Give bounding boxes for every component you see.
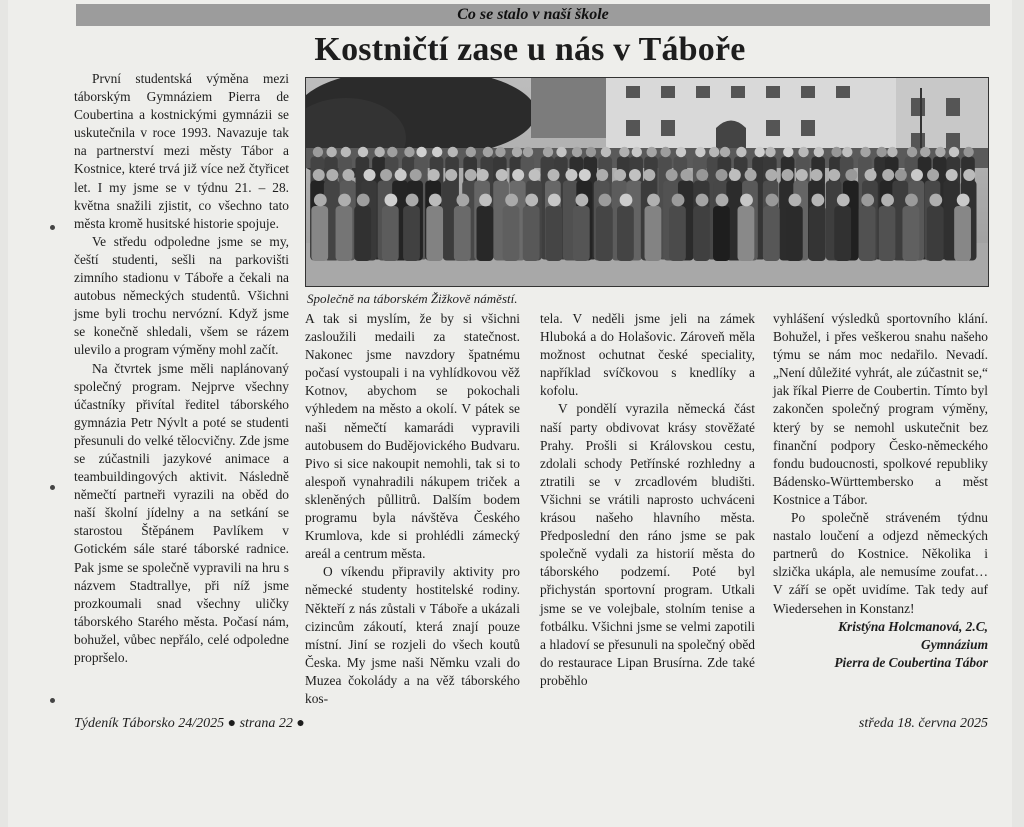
student-head: [432, 147, 442, 157]
student-head: [895, 169, 907, 181]
student-head: [445, 169, 457, 181]
bullet-icon: ●: [296, 716, 305, 731]
paragraph: První studentská výměna mezi táborským Gymnáziem Pierra de Coubertina a kostnickými gymnázii se uskutečnila v roce 1993. Navazuje tak na partnerství mezi městy Tábor a Kostnice, které trvá již více než čtyřicet let. I my jsme se v týdnu 21. – 28. května snažili zjistit, co všechno tato města kromě husitské historie spojuje.: [74, 71, 289, 231]
paragraph: O víkendu připravily aktivity pro německé studenty hostitelské rodiny. Někteří z nás zůstali v Táboře a ukázali cizincům zákoutí, která znají pouze místní. Jiní se rozjeli do všech koutů Česka. My jsme naši Němku vzali do Muzea čokolády a na věž táborského kos-: [305, 564, 520, 706]
page-number: strana 22: [239, 716, 293, 731]
student-head: [479, 194, 492, 207]
section-title: Co se stalo v naší škole: [457, 6, 609, 23]
student-head: [860, 147, 870, 157]
student-head: [796, 169, 808, 181]
student-head: [342, 169, 354, 181]
student-head: [477, 169, 489, 181]
student-head: [736, 147, 746, 157]
student-head: [565, 169, 577, 181]
student-figure: [454, 206, 471, 261]
student-head: [512, 169, 524, 181]
scan-mark: [50, 698, 55, 703]
student-head: [387, 147, 397, 157]
student-head: [696, 169, 708, 181]
author-school: Gymnázium: [921, 636, 988, 652]
student-figure: [403, 206, 420, 261]
student-head: [358, 147, 368, 157]
photo-caption: Společně na táborském Žižkově náměstí.: [307, 291, 518, 306]
student-head: [882, 169, 894, 181]
student-head: [572, 147, 582, 157]
student-head: [766, 194, 779, 207]
student-head: [709, 147, 719, 157]
student-head: [927, 169, 939, 181]
student-head: [629, 169, 641, 181]
paragraph: vyhlášení výsledků sportovního klání. Bohužel, i přes veškerou snahu našeho týmu se nám moc nedařilo. Nevadí. „Není důležité vyhrát, ale zúčastnit se,“ jak říkal Pierre de Coubertin. Tímto byl zakončen společný program výměny, který by se nemohl uskutečnit bez finanční podpory Česko-německého fondu budoucnosti, spolkové republiky Bádensko-Württembersko a měst Kostnice a Tábor.: [773, 311, 988, 507]
student-head: [314, 194, 327, 207]
student-head: [716, 194, 729, 207]
student-figure: [859, 206, 876, 261]
student-head: [660, 147, 670, 157]
student-head: [765, 169, 777, 181]
student-head: [754, 147, 764, 157]
student-figure: [902, 206, 919, 261]
scan-mark: [50, 225, 55, 230]
student-head: [599, 194, 612, 207]
student-head: [716, 169, 728, 181]
student-head: [483, 147, 493, 157]
student-head: [496, 169, 508, 181]
student-head: [495, 147, 505, 157]
student-head: [842, 147, 852, 157]
student-head: [416, 147, 426, 157]
student-head: [548, 194, 561, 207]
student-head: [745, 169, 757, 181]
student-head: [865, 169, 877, 181]
student-head: [963, 147, 973, 157]
student-head: [620, 194, 633, 207]
student-head: [357, 194, 370, 207]
student-head: [814, 147, 824, 157]
student-head: [672, 194, 685, 207]
student-head: [811, 169, 823, 181]
student-head: [949, 147, 959, 157]
section-header: [76, 4, 990, 26]
student-head: [404, 147, 414, 157]
student-figure: [354, 206, 371, 261]
student-figure: [336, 206, 353, 261]
student-head: [619, 147, 629, 157]
author-school-name: Pierra de Coubertina Tábor: [834, 654, 988, 670]
student-figure: [477, 206, 494, 261]
student-head: [385, 194, 398, 207]
student-head: [523, 147, 533, 157]
student-head: [428, 169, 440, 181]
scan-mark: [50, 485, 55, 490]
student-head: [596, 169, 608, 181]
student-figure: [545, 206, 562, 261]
student-head: [831, 147, 841, 157]
publication-name: Týdeník Táborsko 24/2025: [74, 716, 225, 731]
student-head: [338, 194, 351, 207]
paragraph: V pondělí vyrazila německá část naší party obdivovat krásy stověžaté Prahy. Prošli si Královskou cestu, zdolali schody Petřínské rozhledny a ztratili se v zrcadlovém bludišti. Všichni se vrátili naprosto uchváceni krásou našeho hlavního města. Předposlední den ráno jsme se pak společně vydali za historií města do táborského podzemí. Poté byl přichystán sportovní program. Utkali jsme se ve volejbale, stolním tenise a fotbálku. Všichni jsme se velmi zapotili a hladoví se přesunuli na společný oběd do restaurace Lipan Brusírna. Zde také proběhlo: [540, 401, 755, 688]
student-head: [828, 169, 840, 181]
student-head: [548, 169, 560, 181]
student-head: [765, 147, 775, 157]
student-figure: [713, 206, 730, 261]
student-figure: [927, 206, 944, 261]
student-head: [676, 147, 686, 157]
student-figure: [645, 206, 662, 261]
student-head: [696, 194, 709, 207]
student-head: [837, 194, 850, 207]
student-figure: [809, 206, 826, 261]
student-figure: [786, 206, 803, 261]
student-head: [465, 169, 477, 181]
student-figure: [617, 206, 634, 261]
student-head: [448, 147, 458, 157]
student-head: [877, 147, 887, 157]
student-head: [313, 169, 325, 181]
student-head: [410, 169, 422, 181]
student-figure: [573, 206, 590, 261]
student-head: [905, 194, 918, 207]
student-head: [406, 194, 419, 207]
student-head: [326, 169, 338, 181]
student-head: [920, 147, 930, 157]
student-head: [632, 147, 642, 157]
student-head: [887, 147, 897, 157]
student-figure: [738, 206, 755, 261]
article-column-3: [540, 310, 755, 690]
student-head: [720, 147, 730, 157]
paragraph: Ve středu odpoledne jsme se my, čeští studenti, sešli na parkovišti zimního stadionu v Táboře a čekali na autobus německých studentů. Všichni jsme byli trochu nervózní. Když jsme se konečně shledali, všem se rázem ulevilo a program výměny mohl začít.: [74, 233, 289, 358]
student-head: [556, 147, 566, 157]
student-figure: [669, 206, 686, 261]
student-figure: [693, 206, 710, 261]
student-head: [957, 194, 970, 207]
paragraph: A tak si myslím, že by si všichni zasloužili medaili za statečnost. Nakonec jsme navzdory špatnému počasí vystoupali i na vyhlídkovou věž Kotnov, abychom se pokochali výhledem na město a okolí. V pátek se naši němečtí kamarádi vypravili autobusem do Budějovického Budvaru. Pivo si sice nakoupit nemohli, tak si to alespoň vynahradili nákupem triček a skleněných půllitrů. Dalším bodem programu byla návštěva Českého Krumlova, kde si prohlédli zámecký areál a centrum města.: [305, 311, 520, 562]
student-head: [429, 194, 442, 207]
student-figure: [596, 206, 613, 261]
student-head: [313, 147, 323, 157]
student-head: [680, 169, 692, 181]
student-head: [666, 169, 678, 181]
article-column-4: [773, 310, 988, 672]
student-head: [845, 169, 857, 181]
student-figure: [834, 206, 851, 261]
student-head: [364, 169, 376, 181]
student-head: [789, 194, 802, 207]
student-head: [798, 147, 808, 157]
group-photo-illustration: [306, 78, 989, 287]
student-head: [881, 194, 894, 207]
student-figure: [954, 206, 971, 261]
student-head: [341, 147, 351, 157]
student-head: [614, 169, 626, 181]
student-head: [647, 194, 660, 207]
student-head: [586, 147, 596, 157]
student-figure: [382, 206, 399, 261]
student-head: [374, 147, 384, 157]
student-head: [525, 194, 538, 207]
student-figure: [426, 206, 443, 261]
student-head: [466, 147, 476, 157]
student-head: [380, 169, 392, 181]
student-head: [579, 169, 591, 181]
student-figure: [523, 206, 540, 261]
student-head: [946, 169, 958, 181]
student-head: [729, 169, 741, 181]
footer-publication: [74, 715, 305, 733]
student-head: [861, 194, 874, 207]
student-head: [782, 169, 794, 181]
student-figure: [503, 206, 520, 261]
student-head: [963, 169, 975, 181]
student-head: [395, 169, 407, 181]
student-head: [935, 147, 945, 157]
student-head: [929, 194, 942, 207]
student-head: [575, 194, 588, 207]
student-head: [512, 147, 522, 157]
student-head: [911, 169, 923, 181]
group-photo: [305, 77, 989, 287]
footer-date: středa 18. června 2025: [858, 716, 988, 731]
author-name: Kristýna Holcmanová, 2.C,: [838, 618, 988, 634]
bullet-icon: ●: [227, 716, 237, 731]
student-head: [783, 147, 793, 157]
article-headline: Kostničtí zase u nás v Táboře: [314, 31, 746, 68]
student-figure: [879, 206, 896, 261]
paragraph: tela. V neděli jsme jeli na zámek Hluboká a do Holašovic. Zároveň měla možnost ochutnat české speciality, například svíčkovou s knedlíky a kofolu.: [540, 311, 755, 399]
student-head: [695, 147, 705, 157]
student-head: [811, 194, 824, 207]
student-head: [740, 194, 753, 207]
student-figure: [763, 206, 780, 261]
paragraph: Na čtvrtek jsme měli naplánovaný společný program. Nejprve všechny účastníky přivítal ředitel táborského gymnázia Petr Nývlt a poté se studenti přesunuli do velké tělocvičny. Zde jsme se zúčastnili jazykové animace a teambuildingových aktivit. Následně němečtí partneři vyrazili na oběd do naší školní jídelny a na setkání se starostou Štěpánem Pavlíkem v Gotickém sále staré táborské radnice. Pak jsme se společně vypravili na hru s názvem Stadtrallye, při níž jsme prozkoumali snad všechny uličky táborského Starého města. Počasí nám, bohužel, vůbec nepřálo, celé odpoledne propršelo.: [74, 360, 289, 665]
paragraph: Po společně stráveném týdnu nastalo loučení a odjezd německých partnerů do Kostnice. Několika i slzička ukápla, ale nemusíme zoufat… V září se opět uvidíme. Tak tedy auf Wiedersehen in Konstanz!: [773, 510, 988, 616]
student-head: [907, 147, 917, 157]
student-head: [647, 147, 657, 157]
student-head: [543, 147, 553, 157]
student-head: [456, 194, 469, 207]
article-column-1: [74, 70, 289, 667]
student-head: [601, 147, 611, 157]
student-head: [529, 169, 541, 181]
student-head: [326, 147, 336, 157]
student-head: [643, 169, 655, 181]
student-head: [505, 194, 518, 207]
student-figure: [311, 206, 328, 261]
article-column-2: [305, 310, 520, 708]
